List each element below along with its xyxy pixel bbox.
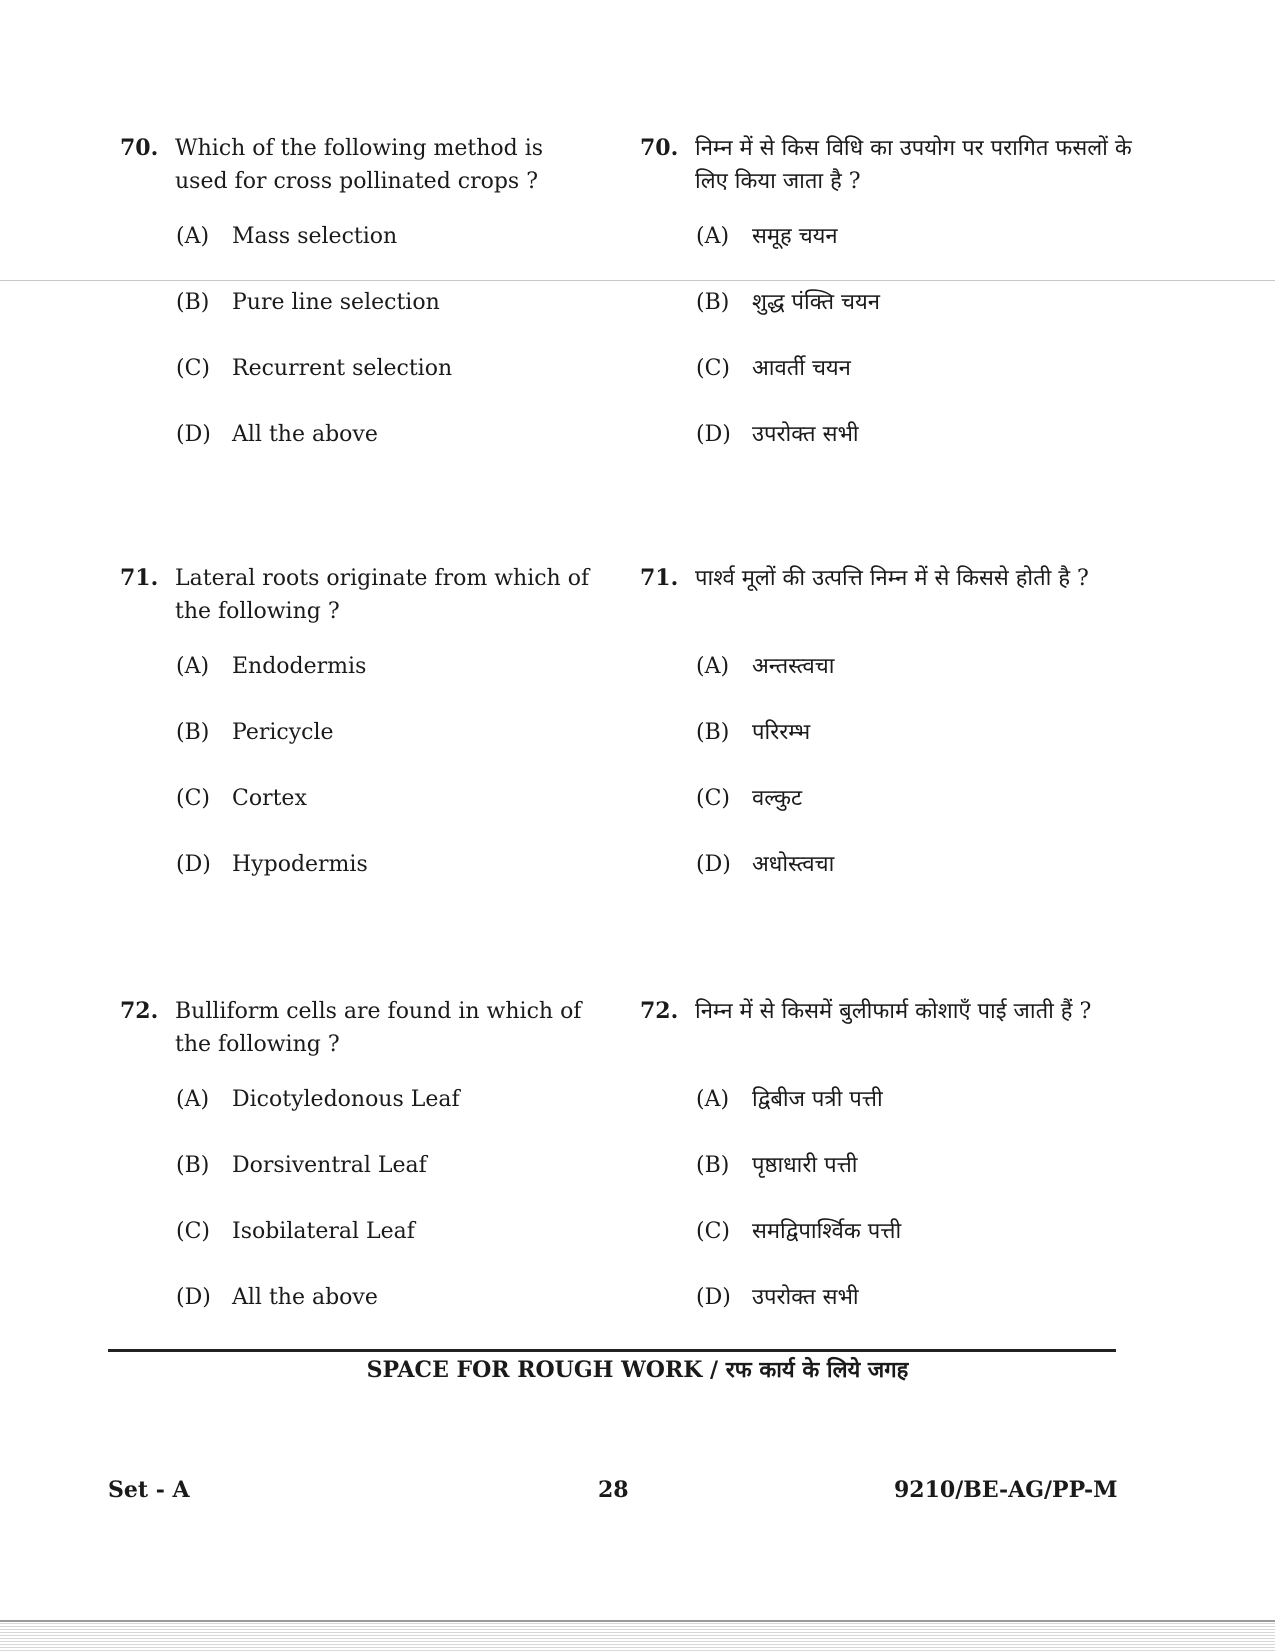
option-text: Recurrent selection bbox=[232, 356, 453, 381]
option-a bbox=[120, 650, 600, 716]
question-english-column bbox=[120, 562, 600, 914]
question-text-hindi: निम्न में से किस विधि का उपयोग पर परागित फसलों के लिए किया जाता है ? bbox=[695, 136, 1132, 194]
scan-band-edge bbox=[0, 1620, 1275, 1622]
option-text: Pericycle bbox=[232, 720, 334, 745]
option-c-hindi bbox=[640, 1215, 1140, 1281]
option-text: Dorsiventral Leaf bbox=[232, 1153, 427, 1178]
options-list-hindi bbox=[640, 1083, 1140, 1347]
option-c bbox=[120, 352, 600, 418]
option-label: (D) bbox=[176, 1285, 211, 1310]
option-label: (C) bbox=[176, 356, 210, 381]
option-b-hindi bbox=[640, 286, 1140, 352]
option-label: (A) bbox=[176, 224, 210, 249]
option-d-hindi bbox=[640, 1281, 1140, 1347]
option-text: Isobilateral Leaf bbox=[232, 1219, 415, 1244]
option-d bbox=[120, 848, 600, 914]
question-text: Lateral roots originate from which of the following ? bbox=[175, 566, 590, 624]
option-text-hindi: उपरोक्त सभी bbox=[752, 1285, 859, 1310]
option-d bbox=[120, 1281, 600, 1347]
option-label: (D) bbox=[176, 852, 211, 877]
option-label: (C) bbox=[696, 356, 730, 381]
question-english-column bbox=[120, 995, 600, 1347]
option-text-hindi: समूह चयन bbox=[752, 224, 838, 249]
option-d-hindi bbox=[640, 848, 1140, 914]
question-number: 71. bbox=[120, 565, 159, 591]
question-hindi-column bbox=[640, 995, 1140, 1347]
option-label: (A) bbox=[696, 1087, 730, 1112]
option-c bbox=[120, 782, 600, 848]
footer-page-number: 28 bbox=[598, 1477, 629, 1503]
option-b bbox=[120, 286, 600, 352]
option-label: (B) bbox=[176, 720, 210, 745]
option-a-hindi bbox=[640, 1083, 1140, 1149]
option-text-hindi: पृष्ठाधारी पत्ती bbox=[752, 1153, 858, 1178]
question-text-hindi: पार्श्व मूलों की उत्पत्ति निम्न में से किससे होती है ? bbox=[695, 566, 1089, 591]
option-text-hindi: शुद्ध पंक्ति चयन bbox=[752, 290, 880, 315]
option-text: Mass selection bbox=[232, 224, 398, 249]
options-list bbox=[120, 220, 600, 484]
option-b-hindi bbox=[640, 1149, 1140, 1215]
question-number: 72. bbox=[120, 998, 159, 1024]
option-label: (B) bbox=[176, 290, 210, 315]
option-a bbox=[120, 1083, 600, 1149]
option-label: (B) bbox=[696, 290, 730, 315]
option-c-hindi bbox=[640, 782, 1140, 848]
option-c bbox=[120, 1215, 600, 1281]
option-text: All the above bbox=[232, 1285, 378, 1310]
option-a-hindi bbox=[640, 650, 1140, 716]
option-label: (C) bbox=[696, 786, 730, 811]
option-text-hindi: उपरोक्त सभी bbox=[752, 422, 859, 447]
question-text-hindi: निम्न में से किसमें बुलीफार्म कोशाएँ पाई जाती हैं ? bbox=[695, 999, 1092, 1024]
question-english-column bbox=[120, 132, 600, 484]
option-text-hindi: परिरम्भ bbox=[752, 720, 811, 745]
option-text-hindi: वल्कुट bbox=[752, 786, 803, 811]
question-hindi-column bbox=[640, 562, 1140, 914]
option-text: Cortex bbox=[232, 786, 307, 811]
option-d bbox=[120, 418, 600, 484]
footer-set: Set - A bbox=[108, 1477, 190, 1503]
option-text-hindi: आवर्ती चयन bbox=[752, 356, 851, 381]
options-list-hindi bbox=[640, 220, 1140, 484]
option-text: Hypodermis bbox=[232, 852, 368, 877]
option-label: (A) bbox=[696, 224, 730, 249]
option-label: (D) bbox=[176, 422, 211, 447]
option-text: Pure line selection bbox=[232, 290, 440, 315]
option-text-hindi: द्विबीज पत्री पत्ती bbox=[752, 1087, 883, 1112]
option-text: Dicotyledonous Leaf bbox=[232, 1087, 460, 1112]
option-text-hindi: अधोस्त्वचा bbox=[752, 852, 835, 877]
option-label: (A) bbox=[176, 1087, 210, 1112]
scan-bottom-band bbox=[0, 1620, 1275, 1651]
option-b bbox=[120, 1149, 600, 1215]
question-number: 70. bbox=[120, 135, 159, 161]
question-hindi-column bbox=[640, 132, 1140, 484]
option-text-hindi: समद्विपार्श्विक पत्ती bbox=[752, 1219, 902, 1244]
rough-work-label: SPACE FOR ROUGH WORK / रफ कार्य के लिये जगह bbox=[366, 1357, 909, 1383]
question-text: Which of the following method is used for cross pollinated crops ? bbox=[175, 136, 544, 194]
option-b bbox=[120, 716, 600, 782]
option-text: All the above bbox=[232, 422, 378, 447]
option-label: (B) bbox=[176, 1153, 210, 1178]
option-label: (A) bbox=[176, 654, 210, 679]
option-label: (D) bbox=[696, 1285, 731, 1310]
question-number-hindi: 70. bbox=[640, 135, 679, 161]
question-text: Bulliform cells are found in which of the following ? bbox=[175, 999, 582, 1057]
options-list bbox=[120, 650, 600, 914]
option-label: (A) bbox=[696, 654, 730, 679]
option-label: (B) bbox=[696, 720, 730, 745]
option-c-hindi bbox=[640, 352, 1140, 418]
option-text: Endodermis bbox=[232, 654, 367, 679]
option-label: (C) bbox=[176, 786, 210, 811]
question-number-hindi: 72. bbox=[640, 998, 679, 1024]
option-label: (D) bbox=[696, 852, 731, 877]
option-a-hindi bbox=[640, 220, 1140, 286]
footer-paper-code: 9210/BE-AG/PP-M bbox=[894, 1477, 1118, 1503]
options-list bbox=[120, 1083, 600, 1347]
option-b-hindi bbox=[640, 716, 1140, 782]
option-label: (C) bbox=[176, 1219, 210, 1244]
option-a bbox=[120, 220, 600, 286]
question-number-hindi: 71. bbox=[640, 565, 679, 591]
option-label: (B) bbox=[696, 1153, 730, 1178]
option-text-hindi: अन्तस्त्वचा bbox=[752, 654, 835, 679]
option-label: (D) bbox=[696, 422, 731, 447]
options-list-hindi bbox=[640, 650, 1140, 914]
rough-work-divider bbox=[108, 1349, 1116, 1352]
option-label: (C) bbox=[696, 1219, 730, 1244]
option-d-hindi bbox=[640, 418, 1140, 484]
